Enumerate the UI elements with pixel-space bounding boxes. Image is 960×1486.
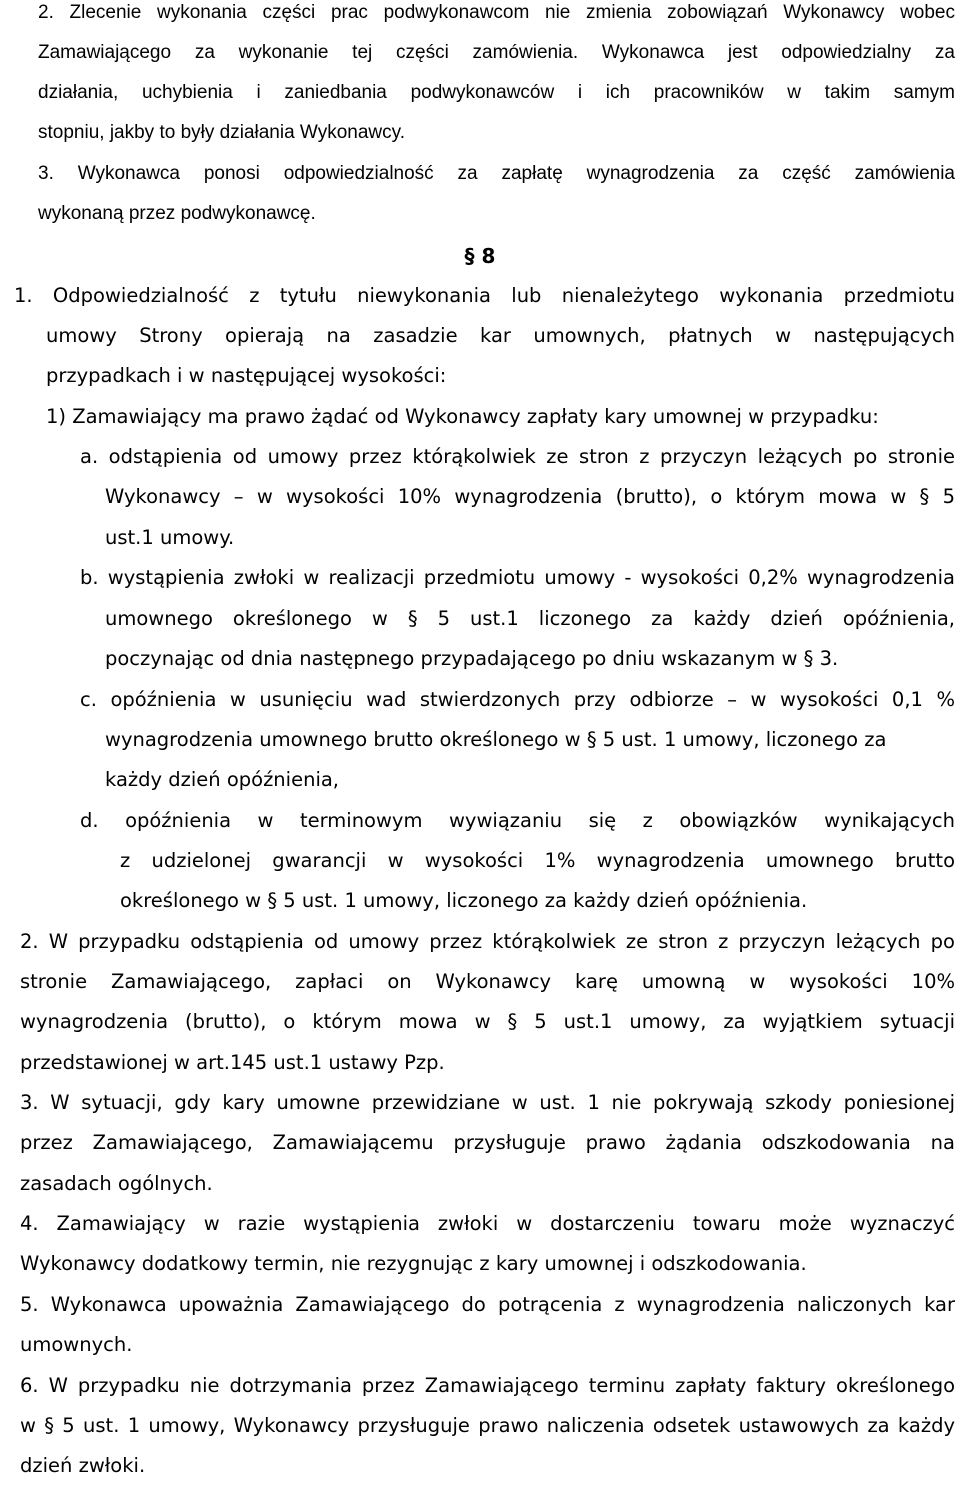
- paragraph-line: działania, uchybienia i zaniedbania podwykonawców i ich pracowników w takim samym: [38, 82, 955, 103]
- list-item-line: każdy dzień opóźnienia,: [105, 768, 340, 791]
- paragraph-line: 6. W przypadku nie dotrzymania przez Zamawiającego terminu zapłaty faktury określonego: [20, 1374, 955, 1397]
- list-item-line: umownego określonego w § 5 ust.1 liczonego za każdy dzień opóźnienia,: [105, 607, 955, 630]
- paragraph-line: umownych.: [20, 1333, 133, 1356]
- paragraph-line: przez Zamawiającego, Zamawiającemu przysługuje prawo żądania odszkodowania na: [20, 1131, 955, 1154]
- paragraph-line: Zamawiającego za wykonanie tej części zamówienia. Wykonawca jest odpowiedzialny za: [38, 42, 955, 63]
- list-item-line: ust.1 umowy.: [105, 526, 235, 549]
- paragraph-line: Wykonawcy dodatkowy termin, nie rezygnując z kary umownej i odszkodowania.: [20, 1252, 807, 1275]
- list-item-line: c. opóźnienia w usunięciu wad stwierdzonych przy odbiorze – w wysokości 0,1 %: [80, 688, 955, 711]
- list-item-line: b. wystąpienia zwłoki w realizacji przedmiotu umowy - wysokości 0,2% wynagrodzenia: [80, 566, 955, 589]
- paragraph-line: w § 5 ust. 1 umowy, Wykonawcy przysługuje prawo naliczenia odsetek ustawowych za każdy: [20, 1414, 955, 1437]
- list-item-line: z udzielonej gwarancji w wysokości 1% wynagrodzenia umownego brutto: [120, 849, 955, 872]
- section-heading: § 8: [464, 244, 496, 268]
- paragraph-line: umowy Strony opierają na zasadzie kar umownych, płatnych w następujących: [46, 324, 955, 347]
- paragraph-line: wynagrodzenia (brutto), o którym mowa w § 5 ust.1 umowy, za wyjątkiem sytuacji: [20, 1010, 955, 1033]
- paragraph-line: dzień zwłoki.: [20, 1454, 146, 1477]
- list-item-line: d. opóźnienia w terminowym wywiązaniu się z obowiązków wynikających: [80, 809, 955, 832]
- list-item-line: Wykonawcy – w wysokości 10% wynagrodzenia (brutto), o którym mowa w § 5: [105, 485, 955, 508]
- paragraph-line: 5. Wykonawca upoważnia Zamawiającego do potrącenia z wynagrodzenia naliczonych kar: [20, 1293, 955, 1316]
- paragraph-line: 4. Zamawiający w razie wystąpienia zwłoki w dostarczeniu towaru może wyznaczyć: [20, 1212, 955, 1235]
- paragraph-line: 3. W sytuacji, gdy kary umowne przewidziane w ust. 1 nie pokrywają szkody poniesionej: [20, 1091, 955, 1114]
- paragraph-line: stronie Zamawiającego, zapłaci on Wykonawcy karę umowną w wysokości 10%: [20, 970, 955, 993]
- paragraph-line: wykonaną przez podwykonawcę.: [38, 203, 316, 224]
- list-item-line: poczynając od dnia następnego przypadającego po dniu wskazanym w § 3.: [105, 647, 839, 670]
- paragraph-line: 1) Zamawiający ma prawo żądać od Wykonawcy zapłaty kary umownej w przypadku:: [46, 405, 879, 428]
- list-item-line: wynagrodzenia umownego brutto określonego w § 5 ust. 1 umowy, liczonego za: [105, 728, 887, 751]
- paragraph-line: zasadach ogólnych.: [20, 1172, 213, 1195]
- paragraph-line: przedstawionej w art.145 ust.1 ustawy Pzp.: [20, 1051, 445, 1074]
- list-item-line: określonego w § 5 ust. 1 umowy, liczonego za każdy dzień opóźnienia.: [120, 889, 808, 912]
- paragraph-line: stopniu, jakby to były działania Wykonawcy.: [38, 122, 405, 143]
- paragraph-line: 2. Zlecenie wykonania części prac podwykonawcom nie zmienia zobowiązań Wykonawcy wobec: [38, 2, 955, 23]
- paragraph-line: 2. W przypadku odstąpienia od umowy przez którąkolwiek ze stron z przyczyn leżących po: [20, 930, 955, 953]
- list-item-line: a. odstąpienia od umowy przez którąkolwiek ze stron z przyczyn leżących po stronie: [80, 445, 955, 468]
- paragraph-line: 3. Wykonawca ponosi odpowiedzialność za zapłatę wynagrodzenia za część zamówienia: [38, 163, 955, 184]
- paragraph-line: 1. Odpowiedzialność z tytułu niewykonania lub nienależytego wykonania przedmiotu: [14, 284, 955, 307]
- paragraph-line: przypadkach i w następującej wysokości:: [46, 364, 447, 387]
